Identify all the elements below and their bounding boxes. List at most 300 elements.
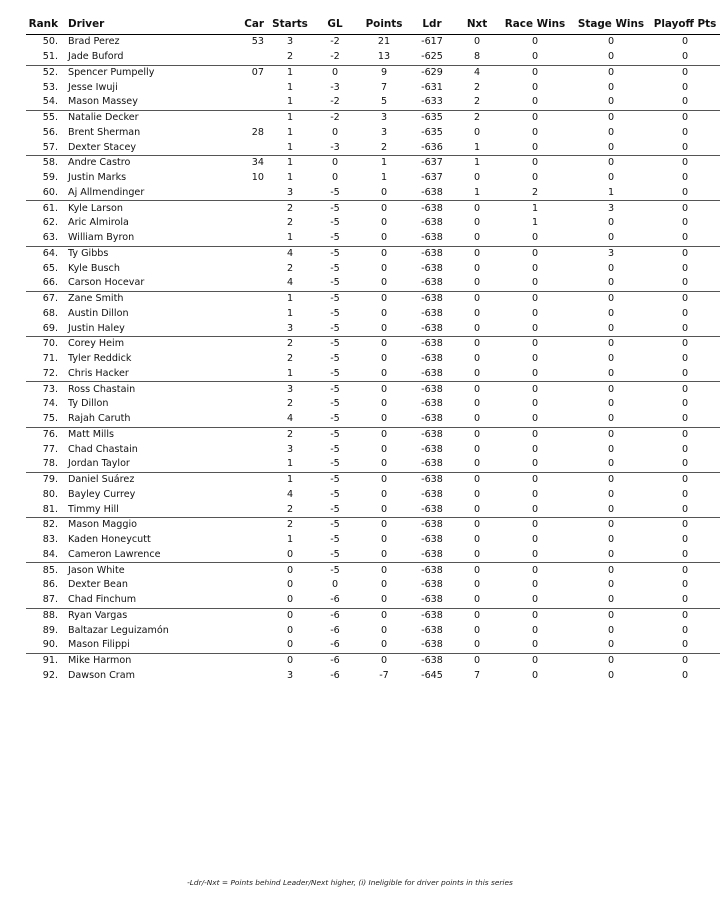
cell-driver: Matt Mills bbox=[64, 427, 200, 442]
cell-stage-wins: 0 bbox=[607, 232, 615, 244]
cell-stage-wins: 0 bbox=[607, 36, 615, 48]
cell-starts: 2 bbox=[286, 51, 294, 63]
col-header-gl: GL bbox=[310, 14, 360, 35]
cell-driver: Dawson Cram bbox=[68, 669, 135, 681]
table-row bbox=[26, 502, 720, 517]
cell-race-wins: 0 bbox=[531, 367, 539, 379]
cell-gl: -5 bbox=[310, 201, 360, 216]
cell-car bbox=[200, 261, 270, 276]
cell-gl: -5 bbox=[330, 503, 340, 515]
cell-starts: 1 bbox=[286, 232, 294, 244]
cell-nxt: 0 bbox=[473, 367, 481, 379]
cell-car bbox=[200, 140, 270, 155]
cell-ldr: -638 bbox=[421, 307, 443, 319]
cell-ldr: -638 bbox=[421, 262, 443, 274]
cell-race-wins: 0 bbox=[531, 548, 539, 560]
table-row bbox=[26, 669, 720, 684]
col-header-ldr: Ldr bbox=[408, 14, 456, 35]
cell-points: 0 bbox=[360, 382, 408, 397]
cell-ldr: -637 bbox=[421, 172, 443, 184]
table-row bbox=[26, 518, 720, 533]
cell-stage-wins: 0 bbox=[572, 382, 650, 397]
cell-points: 21 bbox=[377, 36, 391, 48]
cell-nxt: 0 bbox=[473, 398, 481, 410]
cell-nxt: 0 bbox=[456, 382, 498, 397]
cell-gl: -5 bbox=[310, 246, 360, 261]
cell-points: 0 bbox=[360, 246, 408, 261]
cell-gl: -6 bbox=[310, 608, 360, 623]
cell-starts: 1 bbox=[270, 156, 310, 171]
cell-car bbox=[200, 321, 270, 336]
cell-ldr: -638 bbox=[408, 382, 456, 397]
cell-ldr: -638 bbox=[408, 472, 456, 487]
cell-stage-wins: 0 bbox=[607, 262, 615, 274]
cell-playoff-pts: 0 bbox=[681, 413, 689, 425]
cell-nxt: 2 bbox=[473, 81, 481, 93]
table-row bbox=[26, 412, 720, 427]
cell-car bbox=[200, 80, 270, 95]
cell-race-wins: 0 bbox=[531, 277, 539, 289]
cell-starts: 1 bbox=[270, 472, 310, 487]
table-row bbox=[26, 140, 720, 155]
cell-nxt: 7 bbox=[473, 669, 481, 681]
cell-ldr: -638 bbox=[408, 563, 456, 578]
table-row bbox=[26, 276, 720, 291]
cell-ldr: -625 bbox=[421, 51, 443, 63]
cell-starts: 2 bbox=[286, 217, 294, 229]
standings-table bbox=[26, 14, 720, 683]
cell-playoff-pts: 0 bbox=[650, 201, 720, 216]
cell-gl: -5 bbox=[330, 307, 340, 319]
cell-rank: 86. bbox=[42, 579, 58, 591]
cell-nxt: 0 bbox=[456, 246, 498, 261]
cell-gl: 0 bbox=[331, 172, 339, 184]
cell-driver: Aj Allmendinger bbox=[68, 186, 145, 198]
cell-driver: Rajah Caruth bbox=[68, 413, 131, 425]
cell-race-wins: 0 bbox=[531, 639, 539, 651]
cell-points: 13 bbox=[377, 51, 391, 63]
cell-race-wins: 0 bbox=[531, 51, 539, 63]
cell-car bbox=[200, 638, 270, 653]
cell-stage-wins: 0 bbox=[607, 398, 615, 410]
cell-stage-wins: 0 bbox=[607, 669, 615, 681]
cell-race-wins: 0 bbox=[498, 653, 572, 668]
cell-points: 2 bbox=[380, 141, 388, 153]
cell-driver: Austin Dillon bbox=[68, 307, 129, 319]
cell-gl: -6 bbox=[330, 639, 340, 651]
cell-car bbox=[200, 548, 270, 563]
table-row bbox=[26, 427, 720, 442]
cell-ldr: -637 bbox=[408, 156, 456, 171]
cell-points: 0 bbox=[360, 337, 408, 352]
cell-stage-wins: 0 bbox=[607, 172, 615, 184]
cell-points: 0 bbox=[380, 413, 388, 425]
table-row bbox=[26, 472, 720, 487]
cell-ldr: -638 bbox=[421, 443, 443, 455]
cell-car bbox=[200, 563, 270, 578]
table-row bbox=[26, 65, 720, 80]
cell-nxt: 0 bbox=[456, 518, 498, 533]
cell-starts: 1 bbox=[286, 126, 294, 138]
cell-ldr: -638 bbox=[421, 398, 443, 410]
cell-points: 0 bbox=[380, 186, 388, 198]
cell-gl: -5 bbox=[310, 518, 360, 533]
table-row bbox=[26, 50, 720, 65]
cell-rank: 79. bbox=[26, 472, 64, 487]
cell-driver: Jason White bbox=[64, 563, 200, 578]
table-row bbox=[26, 171, 720, 186]
cell-race-wins: 0 bbox=[498, 337, 572, 352]
cell-rank: 84. bbox=[42, 548, 58, 560]
cell-rank: 60. bbox=[42, 186, 58, 198]
cell-starts: 4 bbox=[270, 246, 310, 261]
cell-ldr: -638 bbox=[421, 579, 443, 591]
footer-note: -Ldr/-Nxt = Points behind Leader/Next higher, (i) Ineligible for driver points in this series bbox=[187, 878, 513, 887]
cell-nxt: 0 bbox=[473, 232, 481, 244]
cell-race-wins: 0 bbox=[498, 608, 572, 623]
cell-stage-wins: 0 bbox=[572, 472, 650, 487]
cell-gl: -5 bbox=[330, 353, 340, 365]
cell-driver: Chad Chastain bbox=[68, 443, 138, 455]
cell-ldr: -638 bbox=[421, 534, 443, 546]
cell-car bbox=[200, 397, 270, 412]
cell-race-wins: 0 bbox=[531, 322, 539, 334]
cell-nxt: 0 bbox=[473, 307, 481, 319]
cell-rank: 89. bbox=[42, 624, 58, 636]
cell-driver: Carson Hocevar bbox=[68, 277, 145, 289]
cell-rank: 72. bbox=[42, 367, 58, 379]
table-header bbox=[26, 14, 720, 35]
cell-race-wins: 1 bbox=[531, 217, 539, 229]
cell-race-wins: 0 bbox=[531, 579, 539, 591]
cell-points: 0 bbox=[380, 458, 388, 470]
cell-driver: Baltazar Leguizamón bbox=[68, 624, 169, 636]
col-header-driver: Driver bbox=[64, 14, 200, 35]
cell-rank: 65. bbox=[42, 262, 58, 274]
cell-rank: 51. bbox=[42, 51, 58, 63]
cell-rank: 73. bbox=[26, 382, 64, 397]
cell-nxt: 0 bbox=[473, 126, 481, 138]
cell-race-wins: 0 bbox=[531, 443, 539, 455]
cell-gl: -5 bbox=[310, 337, 360, 352]
cell-gl: -3 bbox=[330, 81, 340, 93]
cell-car bbox=[200, 472, 270, 487]
cell-gl: 0 bbox=[310, 156, 360, 171]
cell-ldr: -638 bbox=[421, 548, 443, 560]
cell-driver: Mason Maggio bbox=[64, 518, 200, 533]
cell-race-wins: 0 bbox=[531, 534, 539, 546]
cell-nxt: 1 bbox=[473, 186, 481, 198]
cell-points: 0 bbox=[380, 353, 388, 365]
cell-playoff-pts: 0 bbox=[681, 579, 689, 591]
cell-driver: Mason Massey bbox=[68, 96, 138, 108]
cell-stage-wins: 0 bbox=[607, 217, 615, 229]
cell-gl: -2 bbox=[330, 36, 340, 48]
cell-starts: 1 bbox=[286, 96, 294, 108]
cell-stage-wins: 0 bbox=[607, 443, 615, 455]
cell-driver: Justin Marks bbox=[68, 172, 127, 184]
cell-starts: 3 bbox=[270, 382, 310, 397]
cell-playoff-pts: 0 bbox=[681, 36, 689, 48]
cell-stage-wins: 0 bbox=[607, 458, 615, 470]
cell-gl: -5 bbox=[310, 291, 360, 306]
cell-stage-wins: 0 bbox=[607, 594, 615, 606]
cell-race-wins: 0 bbox=[531, 172, 539, 184]
cell-playoff-pts: 0 bbox=[681, 141, 689, 153]
cell-stage-wins: 0 bbox=[607, 488, 615, 500]
cell-starts: 2 bbox=[286, 398, 294, 410]
cell-playoff-pts: 0 bbox=[650, 653, 720, 668]
cell-rank: 70. bbox=[26, 337, 64, 352]
cell-car bbox=[200, 457, 270, 472]
cell-rank: 55. bbox=[26, 110, 64, 125]
cell-starts: 0 bbox=[270, 608, 310, 623]
cell-car bbox=[200, 231, 270, 246]
cell-ldr: -638 bbox=[408, 427, 456, 442]
cell-nxt: 0 bbox=[473, 262, 481, 274]
table-row bbox=[26, 653, 720, 668]
cell-car bbox=[200, 578, 270, 593]
table-row bbox=[26, 488, 720, 503]
cell-car: 53 bbox=[251, 36, 264, 48]
cell-ldr: -638 bbox=[421, 367, 443, 379]
table-row bbox=[26, 352, 720, 367]
cell-starts: 1 bbox=[270, 110, 310, 125]
cell-playoff-pts: 0 bbox=[650, 518, 720, 533]
cell-car bbox=[200, 276, 270, 291]
cell-playoff-pts: 0 bbox=[650, 382, 720, 397]
cell-driver: Dexter Stacey bbox=[68, 141, 137, 153]
cell-nxt: 0 bbox=[473, 639, 481, 651]
cell-stage-wins: 0 bbox=[607, 534, 615, 546]
table-row bbox=[26, 291, 720, 306]
cell-nxt: 0 bbox=[456, 563, 498, 578]
cell-driver: Dexter Bean bbox=[68, 579, 128, 591]
cell-starts: 1 bbox=[286, 367, 294, 379]
cell-playoff-pts: 0 bbox=[650, 156, 720, 171]
cell-car bbox=[200, 669, 270, 684]
cell-points: 0 bbox=[380, 548, 388, 560]
cell-race-wins: 0 bbox=[531, 126, 539, 138]
cell-car bbox=[200, 337, 270, 352]
table-row bbox=[26, 321, 720, 336]
cell-ldr: -617 bbox=[421, 36, 443, 48]
cell-points: 0 bbox=[380, 277, 388, 289]
cell-points: 0 bbox=[380, 639, 388, 651]
cell-car bbox=[200, 533, 270, 548]
cell-stage-wins: 0 bbox=[607, 503, 615, 515]
cell-starts: 0 bbox=[286, 624, 294, 636]
cell-race-wins: 0 bbox=[531, 307, 539, 319]
cell-starts: 0 bbox=[286, 639, 294, 651]
cell-points: 0 bbox=[380, 488, 388, 500]
cell-driver: Cameron Lawrence bbox=[68, 548, 161, 560]
cell-nxt: 0 bbox=[456, 427, 498, 442]
cell-points: 0 bbox=[380, 579, 388, 591]
cell-ldr: -638 bbox=[421, 322, 443, 334]
cell-driver: Spencer Pumpelly bbox=[64, 65, 200, 80]
table-row bbox=[26, 593, 720, 608]
cell-car bbox=[200, 307, 270, 322]
cell-ldr: -645 bbox=[421, 669, 443, 681]
cell-gl: -5 bbox=[330, 186, 340, 198]
cell-stage-wins: 0 bbox=[607, 322, 615, 334]
table-row bbox=[26, 563, 720, 578]
cell-nxt: 0 bbox=[473, 353, 481, 365]
cell-gl: -5 bbox=[310, 472, 360, 487]
cell-car bbox=[200, 291, 270, 306]
cell-starts: 2 bbox=[270, 337, 310, 352]
cell-nxt: 0 bbox=[456, 291, 498, 306]
cell-rank: 50. bbox=[42, 36, 58, 48]
table-row bbox=[26, 457, 720, 472]
cell-race-wins: 0 bbox=[498, 65, 572, 80]
cell-nxt: 0 bbox=[473, 488, 481, 500]
cell-points: 0 bbox=[380, 262, 388, 274]
cell-playoff-pts: 0 bbox=[681, 172, 689, 184]
cell-nxt: 0 bbox=[473, 277, 481, 289]
cell-stage-wins: 0 bbox=[607, 413, 615, 425]
cell-stage-wins: 0 bbox=[572, 110, 650, 125]
cell-starts: 3 bbox=[286, 322, 294, 334]
cell-race-wins: 0 bbox=[531, 81, 539, 93]
cell-points: 0 bbox=[360, 427, 408, 442]
cell-starts: 0 bbox=[286, 579, 294, 591]
cell-car bbox=[200, 488, 270, 503]
cell-nxt: 4 bbox=[456, 65, 498, 80]
cell-nxt: 0 bbox=[473, 217, 481, 229]
cell-starts: 0 bbox=[286, 548, 294, 560]
cell-ldr: -635 bbox=[408, 110, 456, 125]
table-row bbox=[26, 231, 720, 246]
cell-points: 7 bbox=[380, 81, 388, 93]
cell-race-wins: 0 bbox=[498, 427, 572, 442]
cell-car bbox=[200, 608, 270, 623]
cell-gl: -6 bbox=[330, 624, 340, 636]
cell-driver: Aric Almirola bbox=[68, 217, 129, 229]
cell-driver: Mason Filippi bbox=[68, 639, 130, 651]
cell-driver: Kaden Honeycutt bbox=[68, 534, 151, 546]
cell-playoff-pts: 0 bbox=[681, 624, 689, 636]
table-row bbox=[26, 367, 720, 382]
cell-race-wins: 0 bbox=[531, 353, 539, 365]
cell-race-wins: 0 bbox=[531, 36, 539, 48]
cell-race-wins: 0 bbox=[498, 563, 572, 578]
cell-ldr: -638 bbox=[408, 337, 456, 352]
cell-rank: 74. bbox=[42, 398, 58, 410]
cell-race-wins: 1 bbox=[498, 201, 572, 216]
cell-nxt: 0 bbox=[456, 201, 498, 216]
cell-rank: 53. bbox=[42, 81, 58, 93]
cell-playoff-pts: 0 bbox=[650, 337, 720, 352]
cell-driver: Bayley Currey bbox=[68, 488, 136, 500]
cell-car bbox=[200, 246, 270, 261]
cell-nxt: 0 bbox=[473, 458, 481, 470]
cell-car bbox=[200, 653, 270, 668]
cell-starts: 1 bbox=[286, 534, 294, 546]
cell-starts: 1 bbox=[286, 172, 294, 184]
cell-playoff-pts: 0 bbox=[681, 534, 689, 546]
cell-car: 34 bbox=[200, 156, 270, 171]
cell-stage-wins: 0 bbox=[572, 653, 650, 668]
cell-race-wins: 0 bbox=[531, 503, 539, 515]
cell-nxt: 0 bbox=[473, 624, 481, 636]
cell-gl: -2 bbox=[310, 110, 360, 125]
table-row bbox=[26, 35, 720, 50]
table-body bbox=[26, 35, 720, 684]
cell-ldr: -629 bbox=[408, 65, 456, 80]
cell-race-wins: 0 bbox=[531, 398, 539, 410]
cell-stage-wins: 0 bbox=[572, 427, 650, 442]
table-row bbox=[26, 382, 720, 397]
cell-car: 10 bbox=[251, 172, 264, 184]
cell-car: 07 bbox=[200, 65, 270, 80]
cell-stage-wins: 3 bbox=[572, 201, 650, 216]
cell-gl: -6 bbox=[310, 653, 360, 668]
cell-gl: -5 bbox=[330, 217, 340, 229]
cell-playoff-pts: 0 bbox=[650, 246, 720, 261]
cell-stage-wins: 0 bbox=[572, 337, 650, 352]
cell-gl: -5 bbox=[310, 563, 360, 578]
cell-playoff-pts: 0 bbox=[681, 322, 689, 334]
cell-ldr: -638 bbox=[421, 503, 443, 515]
cell-points: 9 bbox=[360, 65, 408, 80]
table-row bbox=[26, 80, 720, 95]
col-header-race-wins: Race Wins bbox=[498, 14, 572, 35]
cell-car bbox=[200, 623, 270, 638]
cell-playoff-pts: 0 bbox=[681, 277, 689, 289]
cell-race-wins: 0 bbox=[531, 262, 539, 274]
cell-starts: 3 bbox=[286, 36, 294, 48]
cell-ldr: -638 bbox=[421, 217, 443, 229]
col-header-stage-wins: Stage Wins bbox=[572, 14, 650, 35]
cell-points: 0 bbox=[380, 534, 388, 546]
cell-starts: 1 bbox=[286, 81, 294, 93]
cell-driver: William Byron bbox=[68, 232, 135, 244]
table-row bbox=[26, 201, 720, 216]
cell-driver: Corey Heim bbox=[64, 337, 200, 352]
cell-ldr: -638 bbox=[408, 291, 456, 306]
cell-race-wins: 0 bbox=[531, 594, 539, 606]
cell-rank: 59. bbox=[42, 172, 58, 184]
cell-points: 0 bbox=[380, 307, 388, 319]
cell-race-wins: 0 bbox=[531, 96, 539, 108]
cell-points: 3 bbox=[360, 110, 408, 125]
cell-starts: 2 bbox=[286, 503, 294, 515]
cell-driver: Ty Gibbs bbox=[64, 246, 200, 261]
cell-starts: 0 bbox=[270, 653, 310, 668]
cell-stage-wins: 0 bbox=[607, 96, 615, 108]
cell-ldr: -633 bbox=[421, 96, 443, 108]
cell-car bbox=[200, 518, 270, 533]
cell-car bbox=[200, 201, 270, 216]
cell-rank: 92. bbox=[42, 669, 58, 681]
cell-race-wins: 0 bbox=[498, 110, 572, 125]
cell-driver: Jade Buford bbox=[68, 51, 124, 63]
cell-race-wins: 0 bbox=[531, 413, 539, 425]
cell-starts: 1 bbox=[286, 458, 294, 470]
cell-playoff-pts: 0 bbox=[650, 563, 720, 578]
cell-starts: 4 bbox=[286, 488, 294, 500]
cell-rank: 91. bbox=[26, 653, 64, 668]
cell-gl: -5 bbox=[330, 443, 340, 455]
cell-nxt: 0 bbox=[473, 503, 481, 515]
cell-driver: Jordan Taylor bbox=[68, 458, 130, 470]
cell-gl: 0 bbox=[310, 65, 360, 80]
cell-rank: 75. bbox=[42, 413, 58, 425]
cell-stage-wins: 0 bbox=[607, 639, 615, 651]
cell-gl: -5 bbox=[330, 534, 340, 546]
